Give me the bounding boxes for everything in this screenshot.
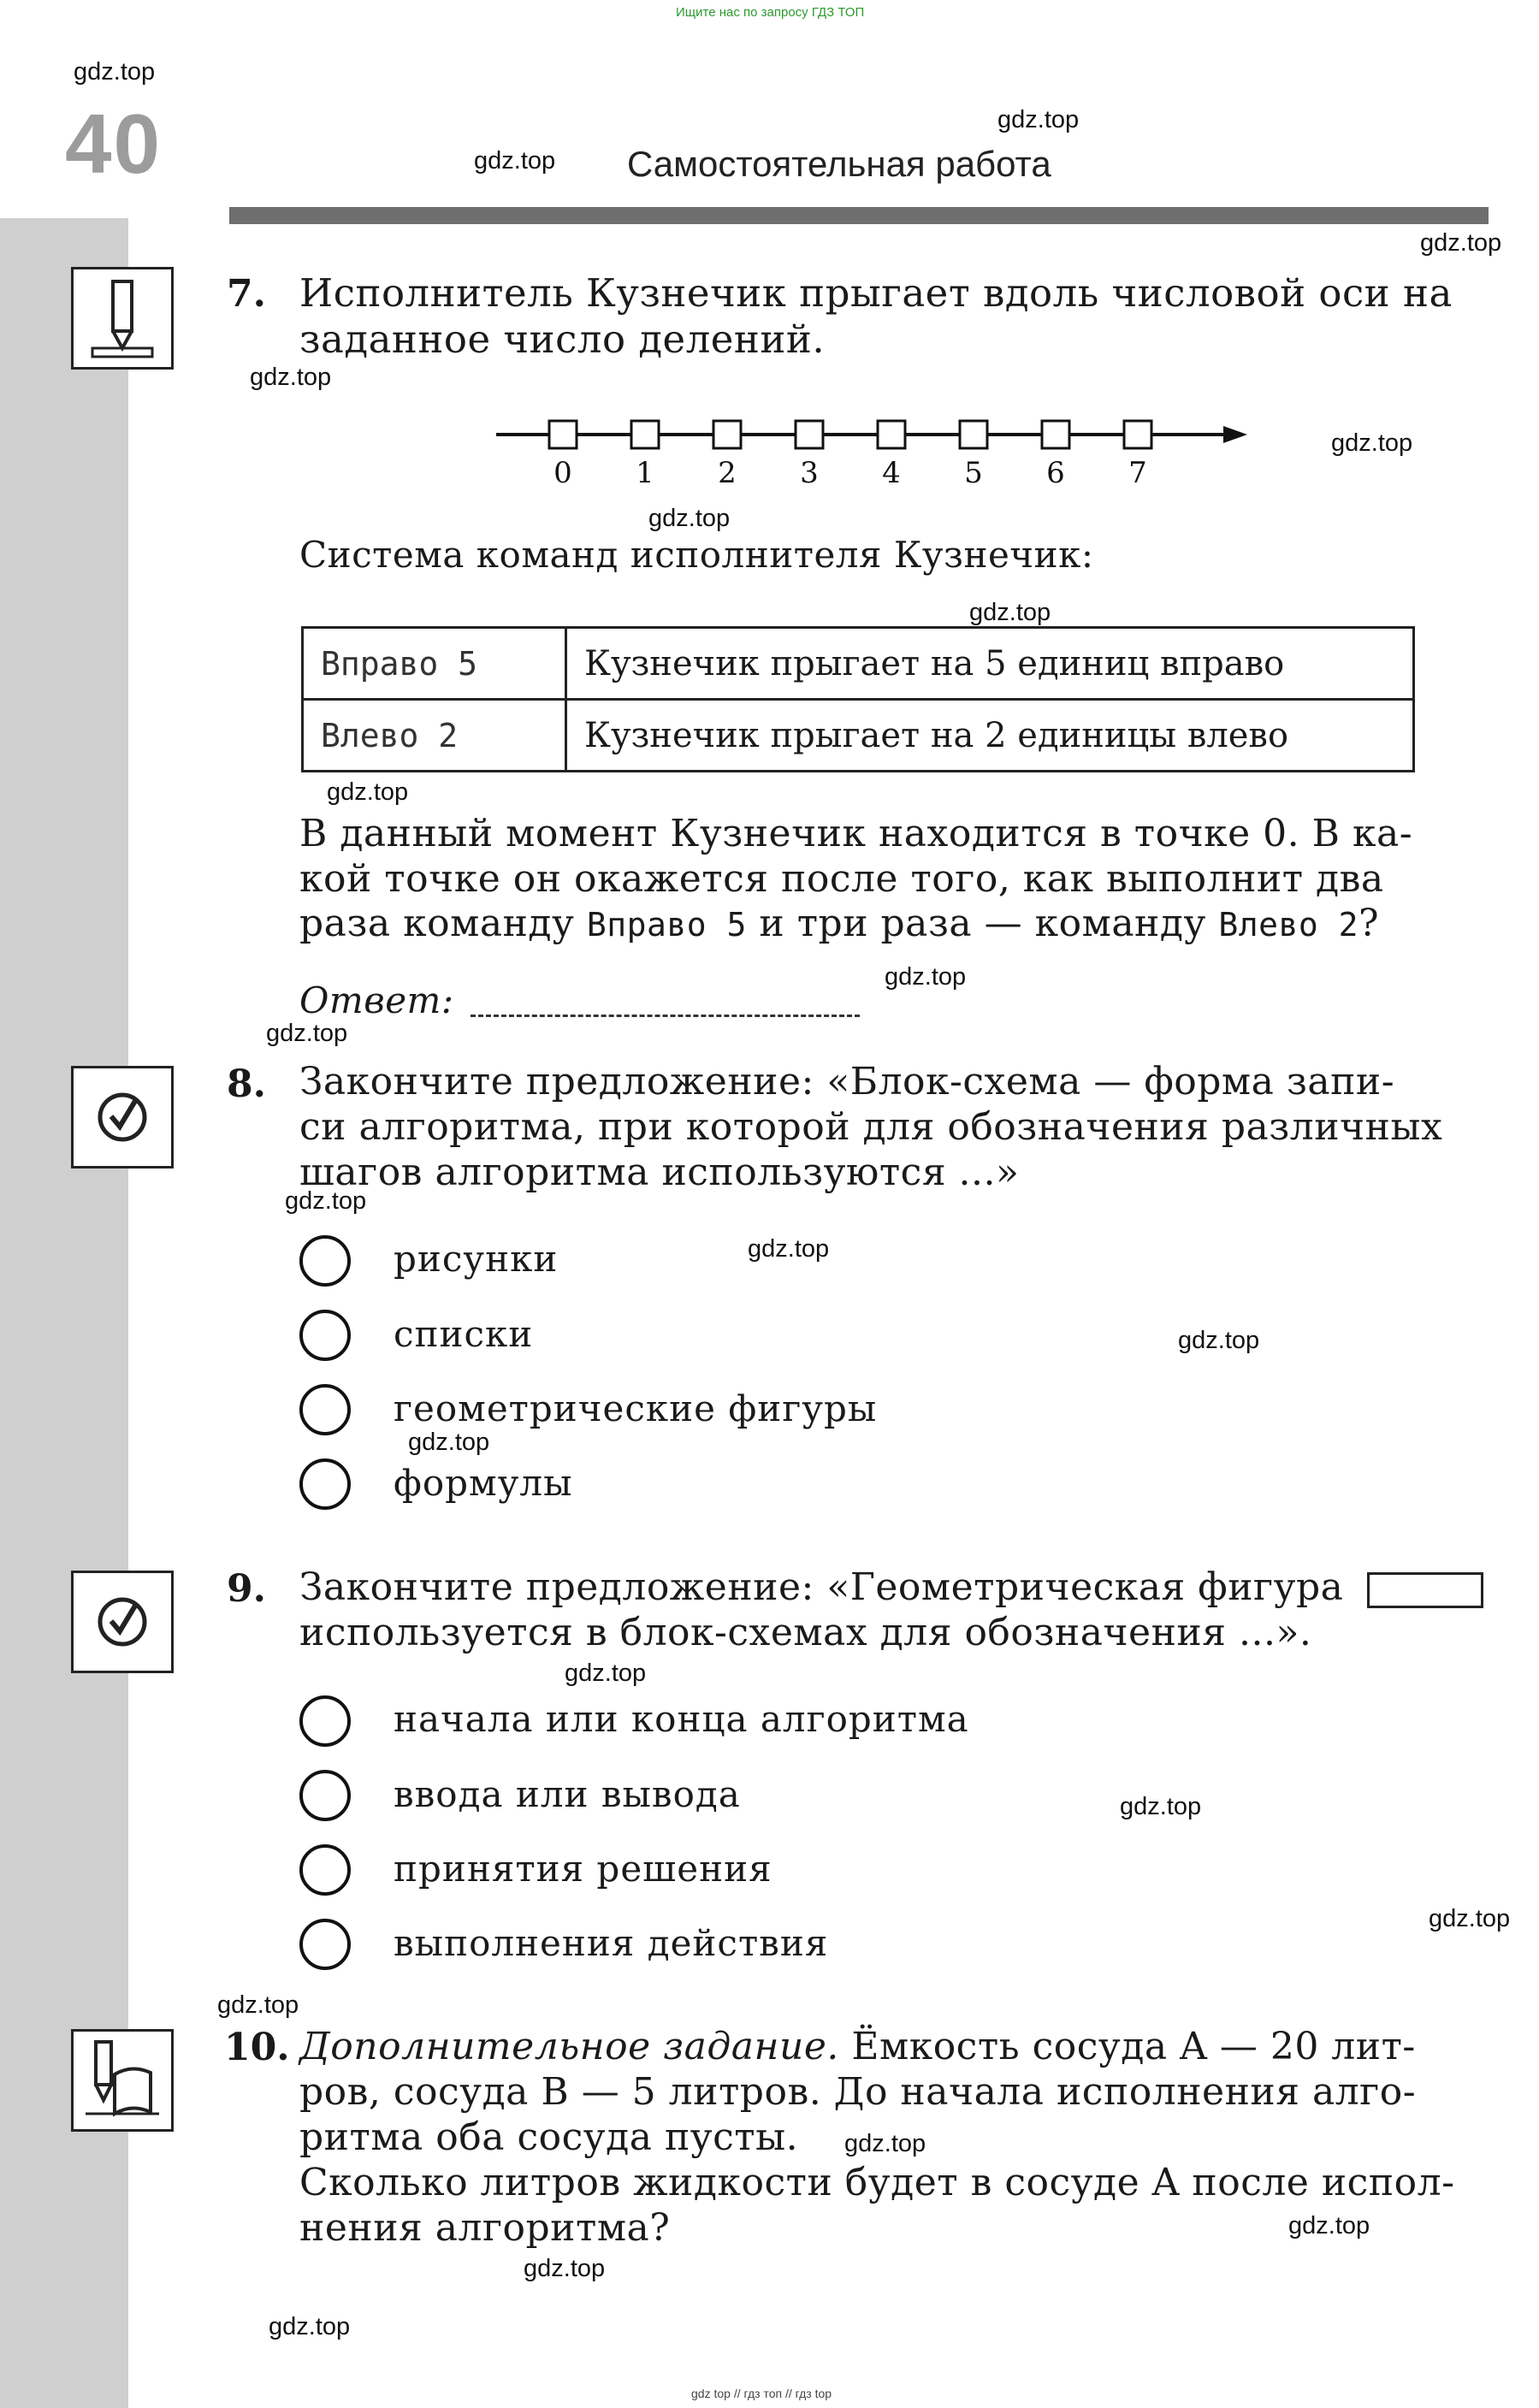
header-rule <box>229 207 1489 224</box>
question-text: и три раза — команду <box>746 902 1219 945</box>
option-label: начала или конца алгоритма <box>394 1698 969 1740</box>
task-10-label: Дополнительное задание. <box>299 2025 839 2068</box>
watermark-label: gdz.top <box>250 364 332 391</box>
task-9-question-line-2: используется в блок-схемах для обозначения ...». <box>299 1611 1312 1654</box>
task-10-number: 10. <box>224 2026 290 2069</box>
watermark-label: gdz.top <box>648 505 731 532</box>
watermark-label: gdz.top <box>1331 429 1413 457</box>
task-10-line-1 <box>299 2024 1416 2069</box>
table-row <box>303 628 1414 700</box>
commands-table <box>301 626 1415 772</box>
task-10-line-4: Сколько литров жидкости будет в сосуде A после испол- <box>299 2161 1455 2204</box>
command-description-cell: Кузнечик прыгает на 5 единиц вправо <box>566 628 1414 700</box>
page-number: 40 <box>65 97 163 191</box>
axis-label-4: 4 <box>882 456 901 490</box>
watermark-label: gdz.top <box>997 106 1080 133</box>
radio-option-start-end[interactable] <box>299 1695 351 1747</box>
option-label: формулы <box>394 1462 573 1504</box>
page-title: Самостоятельная работа <box>627 144 1051 184</box>
watermark-label: gdz.top <box>408 1429 490 1456</box>
task-7-question-line-1: В данный момент Кузнечик находится в точке 0. В ка- <box>299 812 1413 855</box>
check-task-icon <box>71 1066 174 1169</box>
number-line <box>496 409 1249 494</box>
task-9-question-line-1: Закончите предложение: «Геометрическая фигура <box>299 1565 1344 1609</box>
watermark-label: gdz.top <box>1420 229 1502 257</box>
question-text: ? <box>1358 902 1380 945</box>
radio-option-input-output[interactable] <box>299 1770 351 1821</box>
axis-label-6: 6 <box>1046 456 1065 490</box>
command-description-cell: Кузнечик прыгает на 2 единицы влево <box>566 700 1414 772</box>
watermark-label: gdz.top <box>1178 1327 1260 1354</box>
watermark-label: gdz.top <box>1429 1905 1511 1932</box>
task-7-intro-line-2: заданное число делений. <box>299 317 826 362</box>
watermark-label: gdz.top <box>524 2255 606 2282</box>
task-8-question-line-1: Закончите предложение: «Блок-схема — форма запи- <box>299 1060 1395 1103</box>
task-10-line-2: ров, сосуда B — 5 литров. До начала исполнения алго- <box>299 2070 1417 2114</box>
task-7-question-line-2: кой точке он окажется после того, как выполнит два <box>299 857 1384 901</box>
radio-option-formulas[interactable] <box>299 1458 351 1510</box>
task-8-question-line-2: си алгоритма, при которой для обозначения различных <box>299 1105 1443 1149</box>
watermark-label: gdz.top <box>474 147 556 175</box>
command-cell: Вправо 5 <box>303 628 566 700</box>
pencil-book-task-icon <box>71 2029 174 2132</box>
top-watermark-banner: Ищите нас по запросу ГДЗ ТОП <box>676 5 865 20</box>
task-8-question-line-3: шагов алгоритма используются ...» <box>299 1151 1020 1194</box>
option-label: рисунки <box>394 1238 559 1280</box>
task-7-number: 7. <box>227 272 266 316</box>
task-10-text: Ёмкость сосуда A — 20 лит- <box>838 2025 1416 2068</box>
watermark-label: gdz.top <box>266 1020 348 1047</box>
command-inline: Влево 2 <box>1218 906 1359 944</box>
axis-label-0: 0 <box>553 456 572 490</box>
radio-option-action[interactable] <box>299 1919 351 1970</box>
option-label: выполнения действия <box>394 1922 829 1964</box>
option-label: геометрические фигуры <box>394 1387 878 1429</box>
watermark-label: gdz.top <box>74 58 156 86</box>
watermark-label: gdz.top <box>1288 2212 1370 2239</box>
task-7-intro-line-1: Исполнитель Кузнечик прыгает вдоль числовой оси на <box>299 270 1453 316</box>
question-text: раза команду <box>299 902 587 945</box>
watermark-label: gdz.top <box>969 599 1051 626</box>
axis-label-5: 5 <box>964 456 983 490</box>
task-8-number: 8. <box>227 1062 266 1106</box>
axis-label-7: 7 <box>1128 456 1147 490</box>
answer-box[interactable] <box>1367 1572 1483 1608</box>
option-label: списки <box>394 1313 534 1355</box>
watermark-label: gdz.top <box>844 2130 926 2157</box>
axis-label-3: 3 <box>800 456 819 490</box>
watermark-label: gdz.top <box>327 778 409 806</box>
watermark-label: gdz.top <box>1120 1793 1202 1820</box>
axis-label-2: 2 <box>718 456 737 490</box>
answer-label: Ответ: <box>299 979 454 1021</box>
radio-option-lists[interactable] <box>299 1310 351 1361</box>
answer-input[interactable] <box>471 1015 860 1017</box>
check-task-icon <box>71 1571 174 1673</box>
radio-option-decision[interactable] <box>299 1844 351 1896</box>
task-10-line-5: нения алгоритма? <box>299 2206 671 2250</box>
axis-label-1: 1 <box>636 456 654 490</box>
watermark-label: gdz.top <box>285 1187 367 1215</box>
commands-title: Система команд исполнителя Кузнечик: <box>299 534 1094 576</box>
option-label: принятия решения <box>394 1848 772 1890</box>
option-label: ввода или вывода <box>394 1773 741 1815</box>
table-row <box>303 700 1414 772</box>
radio-option-geometric-shapes[interactable] <box>299 1384 351 1435</box>
command-cell: Влево 2 <box>303 700 566 772</box>
task-10-line-3: ритма оба сосуда пусты. <box>299 2115 799 2159</box>
task-7-question-line-3 <box>299 901 1379 948</box>
command-inline: Вправо 5 <box>586 906 747 944</box>
watermark-label: gdz.top <box>565 1660 647 1687</box>
pencil-task-icon <box>71 267 174 370</box>
watermark-label: gdz.top <box>217 1991 299 2019</box>
radio-option-pictures[interactable] <box>299 1235 351 1287</box>
watermark-label: gdz.top <box>885 963 967 991</box>
watermark-label: gdz.top <box>269 2313 351 2340</box>
task-9-number: 9. <box>227 1567 266 1611</box>
bottom-watermark-banner: gdz top // гдз топ // гдз top <box>691 2387 832 2400</box>
watermark-label: gdz.top <box>748 1235 830 1263</box>
